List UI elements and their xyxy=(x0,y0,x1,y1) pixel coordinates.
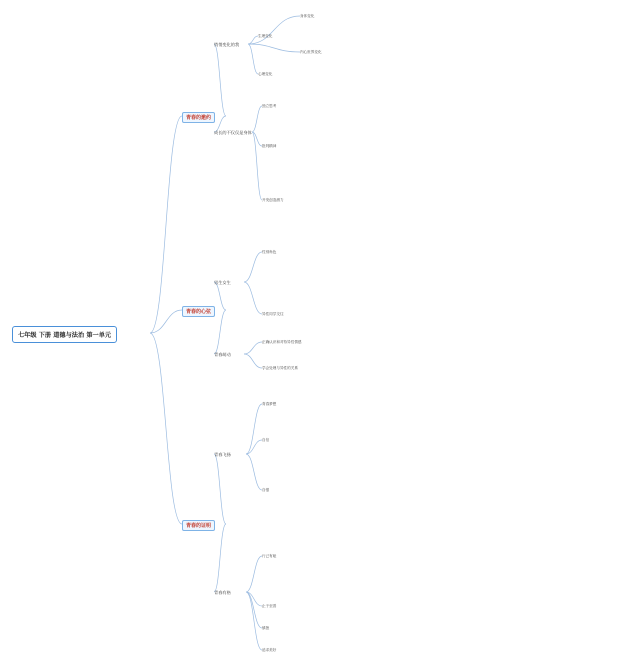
link-root-branch-1 xyxy=(150,310,182,333)
note-6: 批判精神 xyxy=(262,144,277,148)
note-17: 慎独 xyxy=(262,626,270,630)
link-note-7 xyxy=(244,252,262,282)
note-10: 正确认识和对待异性情感 xyxy=(262,340,302,344)
note-11: 学会处理与异性的关系 xyxy=(262,366,298,370)
sub-not-only-body[interactable]: 成长的不仅仅是身体 xyxy=(214,130,252,135)
branch-heartstrings[interactable]: 青春的心弦 xyxy=(182,306,215,317)
link-b2-s1 xyxy=(214,524,226,592)
note-4: 内心世界变化 xyxy=(300,50,322,54)
note-14: 自强 xyxy=(262,488,270,492)
note-3: 身体变化 xyxy=(300,14,315,18)
note-8: 性别角色 xyxy=(262,250,277,254)
note-13: 自信 xyxy=(262,438,270,442)
link-b2-s0 xyxy=(214,454,226,524)
sub-boys-girls[interactable]: 男生女生 xyxy=(214,280,231,285)
note-5: 独立思考 xyxy=(262,104,277,108)
link-b1-s1 xyxy=(214,310,226,354)
note-16: 止于至善 xyxy=(262,604,277,608)
sub-changing-me[interactable]: 悄悄变化的我 xyxy=(214,42,240,47)
link-note-2 xyxy=(248,16,300,44)
link-note-13 xyxy=(246,454,262,490)
branch-proof[interactable]: 青春的证明 xyxy=(182,520,215,531)
link-root-branch-0 xyxy=(150,116,182,333)
link-note-3 xyxy=(248,44,300,52)
link-note-10 xyxy=(244,354,262,368)
sub-youth-character[interactable]: 青春有格 xyxy=(214,590,231,595)
link-note-9 xyxy=(244,342,262,354)
note-12: 青春梦想 xyxy=(262,402,277,406)
root-node[interactable]: 七年级 下册 道德与法治 第一单元 xyxy=(12,326,117,343)
note-15: 行己有耻 xyxy=(262,554,277,558)
link-root-branch-2 xyxy=(150,333,182,524)
link-note-17 xyxy=(246,592,262,650)
branch-invitation[interactable]: 青春的邀约 xyxy=(182,112,215,123)
note-7: 开发创造潜力 xyxy=(262,198,284,202)
link-note-4 xyxy=(252,106,262,132)
link-b0-s0 xyxy=(214,44,226,116)
note-2: 心理变化 xyxy=(258,72,273,76)
note-1: 生理变化 xyxy=(258,34,273,38)
note-18: 追求美好 xyxy=(262,648,277,652)
link-note-1 xyxy=(248,44,258,74)
link-note-8 xyxy=(244,282,262,314)
link-note-6 xyxy=(252,132,262,200)
link-note-14 xyxy=(246,556,262,592)
note-9: 异性同学交往 xyxy=(262,312,284,316)
sub-youth-emotion[interactable]: 青春萌动 xyxy=(214,352,231,357)
sub-youth-soaring[interactable]: 青春飞扬 xyxy=(214,452,231,457)
link-b1-s0 xyxy=(214,282,226,310)
